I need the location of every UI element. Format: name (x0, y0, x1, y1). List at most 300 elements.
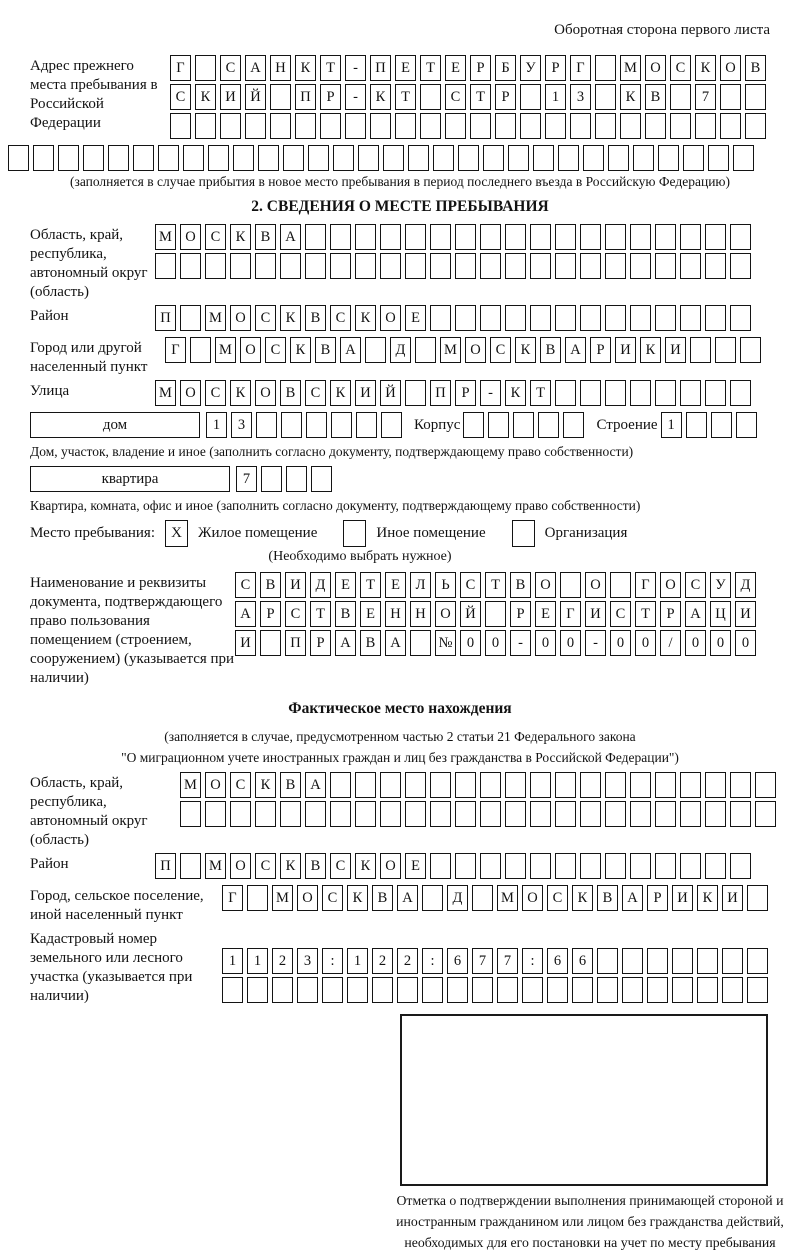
char-cell (480, 224, 501, 250)
char-cell: С (255, 853, 276, 879)
char-cell (170, 113, 191, 139)
char-cell: С (285, 601, 306, 627)
char-cell: К (640, 337, 661, 363)
char-cell (530, 801, 551, 827)
char-cell (405, 224, 426, 250)
char-cell (472, 885, 493, 911)
char-cell (608, 145, 629, 171)
char-cell (580, 801, 601, 827)
char-cell (570, 113, 591, 139)
char-cell (195, 55, 216, 81)
char-cell (281, 412, 302, 438)
char-cell: И (722, 885, 743, 911)
actual-city-row (222, 885, 768, 911)
char-cell: М (180, 772, 201, 798)
char-cell: Г (560, 601, 581, 627)
char-cell (133, 145, 154, 171)
char-cell: В (360, 630, 381, 656)
prev-address-row-1 (170, 55, 766, 81)
char-cell: О (230, 305, 251, 331)
char-cell (455, 801, 476, 827)
char-cell: В (315, 337, 336, 363)
char-cell: В (745, 55, 766, 81)
char-cell: М (497, 885, 518, 911)
char-cell (155, 253, 176, 279)
char-cell (722, 977, 743, 1003)
char-cell (355, 772, 376, 798)
prev-address-row-2 (170, 84, 766, 110)
char-cell: Д (390, 337, 411, 363)
char-cell (230, 253, 251, 279)
char-cell: И (672, 885, 693, 911)
char-cell (715, 337, 736, 363)
char-cell (530, 253, 551, 279)
char-cell (730, 772, 751, 798)
char-cell (563, 412, 584, 438)
char-cell: : (322, 948, 343, 974)
char-cell (711, 412, 732, 438)
char-cell: О (645, 55, 666, 81)
char-cell: Т (420, 55, 441, 81)
char-cell (108, 145, 129, 171)
char-cell: А (335, 630, 356, 656)
char-cell: 7 (695, 84, 716, 110)
char-cell: С (255, 305, 276, 331)
prev-address-overflow-row (8, 145, 770, 171)
korpus-row (463, 412, 584, 438)
char-cell: С (220, 55, 241, 81)
char-cell (358, 145, 379, 171)
char-cell: О (660, 572, 681, 598)
char-cell (555, 253, 576, 279)
char-cell: Б (495, 55, 516, 81)
char-cell: Р (510, 601, 531, 627)
char-cell: О (585, 572, 606, 598)
char-cell: Р (310, 630, 331, 656)
char-cell (720, 84, 741, 110)
char-cell (58, 145, 79, 171)
char-cell (670, 113, 691, 139)
char-cell: Ц (710, 601, 731, 627)
char-cell (722, 948, 743, 974)
char-cell (190, 337, 211, 363)
section2-title: 2. СВЕДЕНИЯ О МЕСТЕ ПРЕБЫВАНИЯ (251, 198, 549, 215)
char-cell: В (372, 885, 393, 911)
char-cell: С (265, 337, 286, 363)
char-cell (297, 977, 318, 1003)
char-cell (233, 145, 254, 171)
cadastral-label: Кадастровый номер земельного или лесного участка (указывается при наличии) (30, 931, 193, 1004)
char-cell: С (205, 224, 226, 250)
char-cell (455, 224, 476, 250)
char-cell (405, 253, 426, 279)
apartment-caption: Квартира, комната, офис и иное (заполнить согласно документу, подтверждающему право собственности) (30, 498, 641, 513)
char-cell (295, 113, 316, 139)
char-cell: 1 (545, 84, 566, 110)
char-cell (245, 113, 266, 139)
char-cell: Е (405, 853, 426, 879)
region-label: Область, край, республика, автономный округ (область) (30, 227, 148, 300)
char-cell: 1 (247, 948, 268, 974)
char-cell: К (697, 885, 718, 911)
char-cell (555, 305, 576, 331)
char-cell: : (422, 948, 443, 974)
document-row-1 (235, 572, 756, 598)
char-cell (505, 305, 526, 331)
char-cell: Н (385, 601, 406, 627)
char-cell (580, 853, 601, 879)
document-rows (235, 572, 756, 659)
char-cell (180, 253, 201, 279)
char-cell: Г (222, 885, 243, 911)
char-cell (256, 412, 277, 438)
char-cell (672, 977, 693, 1003)
char-cell (547, 977, 568, 1003)
char-cell (280, 801, 301, 827)
char-cell (672, 948, 693, 974)
confirmation-mark-caption: Отметка о подтверждении выполнения принимающей стороной и иностранным гражданином или лицом без гражданства действий, необходимых для его постановки на учет по месту пребывания (396, 1193, 784, 1250)
char-cell (331, 412, 352, 438)
char-cell: В (305, 305, 326, 331)
char-cell (655, 253, 676, 279)
char-cell: Г (635, 572, 656, 598)
stay-checkbox-other (343, 520, 366, 547)
char-cell: О (380, 305, 401, 331)
actual-region-block (30, 772, 770, 850)
char-cell (555, 772, 576, 798)
char-cell: 1 (661, 412, 682, 438)
char-cell: - (480, 380, 501, 406)
char-cell: К (330, 380, 351, 406)
char-cell (670, 84, 691, 110)
char-cell (410, 630, 431, 656)
char-cell: С (322, 885, 343, 911)
char-cell: 0 (735, 630, 756, 656)
char-cell (505, 853, 526, 879)
char-cell: Л (410, 572, 431, 598)
char-cell (311, 466, 332, 492)
char-cell: И (235, 630, 256, 656)
char-cell (655, 853, 676, 879)
char-cell: 7 (472, 948, 493, 974)
char-cell: М (620, 55, 641, 81)
char-cell (697, 948, 718, 974)
char-cell: С (305, 380, 326, 406)
prev-address-row-3 (170, 113, 766, 139)
char-cell: Ь (435, 572, 456, 598)
char-cell (355, 224, 376, 250)
street-row (155, 380, 751, 406)
char-cell (655, 224, 676, 250)
char-cell (605, 224, 626, 250)
char-cell (655, 772, 676, 798)
char-cell: К (620, 84, 641, 110)
char-cell (260, 630, 281, 656)
char-cell (488, 412, 509, 438)
char-cell: И (285, 572, 306, 598)
region-row-2 (155, 253, 751, 279)
char-cell: 0 (460, 630, 481, 656)
char-cell: К (355, 305, 376, 331)
char-cell (530, 853, 551, 879)
char-cell (381, 412, 402, 438)
char-cell: В (255, 224, 276, 250)
char-cell: К (255, 772, 276, 798)
char-cell: О (255, 380, 276, 406)
char-cell: Т (485, 572, 506, 598)
char-cell (270, 84, 291, 110)
apartment-row (236, 466, 332, 492)
char-cell (415, 337, 436, 363)
char-cell (630, 224, 651, 250)
char-cell (555, 224, 576, 250)
char-cell (255, 253, 276, 279)
char-cell: 2 (397, 948, 418, 974)
char-cell (680, 305, 701, 331)
char-cell (647, 948, 668, 974)
char-cell: И (665, 337, 686, 363)
char-cell: Е (405, 305, 426, 331)
region-block (30, 224, 770, 302)
char-cell: Й (380, 380, 401, 406)
char-cell (505, 253, 526, 279)
actual-region-row-1 (180, 772, 776, 798)
char-cell: О (522, 885, 543, 911)
char-cell: О (435, 601, 456, 627)
street-block (30, 380, 770, 409)
char-cell: К (295, 55, 316, 81)
char-cell: Н (410, 601, 431, 627)
house-caption: Дом, участок, владение и иное (заполнить согласно документу, подтверждающему право собственности) (30, 444, 634, 459)
char-cell (430, 853, 451, 879)
char-cell (597, 948, 618, 974)
char-cell (380, 801, 401, 827)
char-cell (365, 337, 386, 363)
char-cell (305, 253, 326, 279)
char-cell: Р (320, 84, 341, 110)
char-cell: Е (445, 55, 466, 81)
char-cell (630, 853, 651, 879)
char-cell: В (305, 853, 326, 879)
char-cell: С (170, 84, 191, 110)
char-cell: Н (270, 55, 291, 81)
char-cell (555, 801, 576, 827)
char-cell (530, 305, 551, 331)
char-cell (397, 977, 418, 1003)
char-cell (247, 885, 268, 911)
char-cell (355, 801, 376, 827)
char-cell (513, 412, 534, 438)
char-cell (745, 84, 766, 110)
city-block (30, 337, 770, 377)
actual-location-title: Фактическое место нахождения (288, 700, 512, 717)
char-cell (405, 380, 426, 406)
char-cell (730, 801, 751, 827)
char-cell (220, 113, 241, 139)
char-cell: Р (470, 55, 491, 81)
char-cell: - (585, 630, 606, 656)
house-block (30, 412, 770, 441)
char-cell (705, 380, 726, 406)
char-cell: Е (385, 572, 406, 598)
char-cell (272, 977, 293, 1003)
char-cell (545, 113, 566, 139)
char-cell (180, 801, 201, 827)
char-cell: А (385, 630, 406, 656)
prev-address-block (30, 55, 770, 142)
char-cell (345, 113, 366, 139)
char-cell (633, 145, 654, 171)
char-cell (705, 801, 726, 827)
char-cell (430, 772, 451, 798)
char-cell (83, 145, 104, 171)
char-cell: - (345, 84, 366, 110)
char-cell: 3 (570, 84, 591, 110)
apartment-block (30, 466, 770, 495)
char-cell (422, 977, 443, 1003)
char-cell: М (205, 853, 226, 879)
char-cell: В (510, 572, 531, 598)
document-row-2 (235, 601, 756, 627)
char-cell: О (535, 572, 556, 598)
char-cell: К (195, 84, 216, 110)
char-cell (505, 801, 526, 827)
char-cell (430, 801, 451, 827)
region-row-1 (155, 224, 751, 250)
char-cell: 1 (222, 948, 243, 974)
char-cell (655, 380, 676, 406)
char-cell (680, 224, 701, 250)
char-cell (580, 305, 601, 331)
char-cell (530, 772, 551, 798)
char-cell: С (330, 305, 351, 331)
char-cell (205, 801, 226, 827)
char-cell (458, 145, 479, 171)
char-cell (708, 145, 729, 171)
char-cell: К (280, 853, 301, 879)
char-cell (520, 84, 541, 110)
char-cell: Й (460, 601, 481, 627)
char-cell (261, 466, 282, 492)
char-cell (755, 801, 776, 827)
char-cell (330, 253, 351, 279)
char-cell (572, 977, 593, 1003)
char-cell (655, 305, 676, 331)
char-cell (306, 412, 327, 438)
char-cell (180, 305, 201, 331)
char-cell (180, 853, 201, 879)
char-cell: В (540, 337, 561, 363)
char-cell: У (520, 55, 541, 81)
char-cell (583, 145, 604, 171)
char-cell: К (230, 224, 251, 250)
char-cell (420, 113, 441, 139)
stroenie-row (661, 412, 757, 438)
district-row (155, 305, 751, 331)
char-cell (680, 801, 701, 827)
prev-address-label: Адрес прежнего места пребывания в Российской Федерации (30, 58, 158, 131)
char-cell (538, 412, 559, 438)
char-cell (597, 977, 618, 1003)
char-cell: 0 (685, 630, 706, 656)
char-cell: 7 (236, 466, 257, 492)
char-cell (280, 253, 301, 279)
char-cell (422, 885, 443, 911)
char-cell (270, 113, 291, 139)
char-cell (372, 977, 393, 1003)
char-cell (630, 772, 651, 798)
char-cell: К (572, 885, 593, 911)
char-cell (330, 772, 351, 798)
char-cell: 0 (560, 630, 581, 656)
char-cell (695, 113, 716, 139)
char-cell: П (285, 630, 306, 656)
char-cell (747, 948, 768, 974)
char-cell: М (155, 380, 176, 406)
char-cell (330, 801, 351, 827)
actual-location-caption-line1: (заполняется в случае, предусмотренном частью 2 статьи 21 Федерального закона (164, 729, 636, 744)
char-cell: Е (535, 601, 556, 627)
char-cell: К (230, 380, 251, 406)
char-cell (580, 224, 601, 250)
char-cell: 7 (497, 948, 518, 974)
char-cell: К (280, 305, 301, 331)
char-cell: - (510, 630, 531, 656)
char-cell: Р (495, 84, 516, 110)
char-cell: А (685, 601, 706, 627)
char-cell (580, 380, 601, 406)
char-cell (405, 801, 426, 827)
char-cell: И (585, 601, 606, 627)
document-block (30, 572, 770, 688)
char-cell: И (615, 337, 636, 363)
char-cell: О (180, 380, 201, 406)
char-cell (333, 145, 354, 171)
char-cell (690, 337, 711, 363)
char-cell: С (460, 572, 481, 598)
char-cell (655, 801, 676, 827)
char-cell (658, 145, 679, 171)
char-cell: О (297, 885, 318, 911)
char-cell: Т (470, 84, 491, 110)
stay-checkbox-organization (512, 520, 535, 547)
char-cell: К (505, 380, 526, 406)
char-cell: К (370, 84, 391, 110)
char-cell (555, 380, 576, 406)
char-cell: С (670, 55, 691, 81)
char-cell: Р (590, 337, 611, 363)
char-cell (680, 853, 701, 879)
char-cell (647, 977, 668, 1003)
char-cell (683, 145, 704, 171)
char-cell: В (335, 601, 356, 627)
char-cell (630, 253, 651, 279)
document-label: Наименование и реквизиты документа, подтверждающего право пользования помещением (строением, сооружением) (указывается при наличии) (30, 575, 235, 686)
char-cell (480, 801, 501, 827)
confirmation-mark-box (400, 1014, 768, 1186)
char-cell (508, 145, 529, 171)
char-cell: Р (455, 380, 476, 406)
char-cell: Д (735, 572, 756, 598)
char-cell: 6 (572, 948, 593, 974)
document-row-3 (235, 630, 756, 656)
char-cell (158, 145, 179, 171)
char-cell: П (155, 305, 176, 331)
char-cell (705, 853, 726, 879)
cadastral-rows (222, 948, 768, 1006)
char-cell: О (380, 853, 401, 879)
char-cell: А (397, 885, 418, 911)
